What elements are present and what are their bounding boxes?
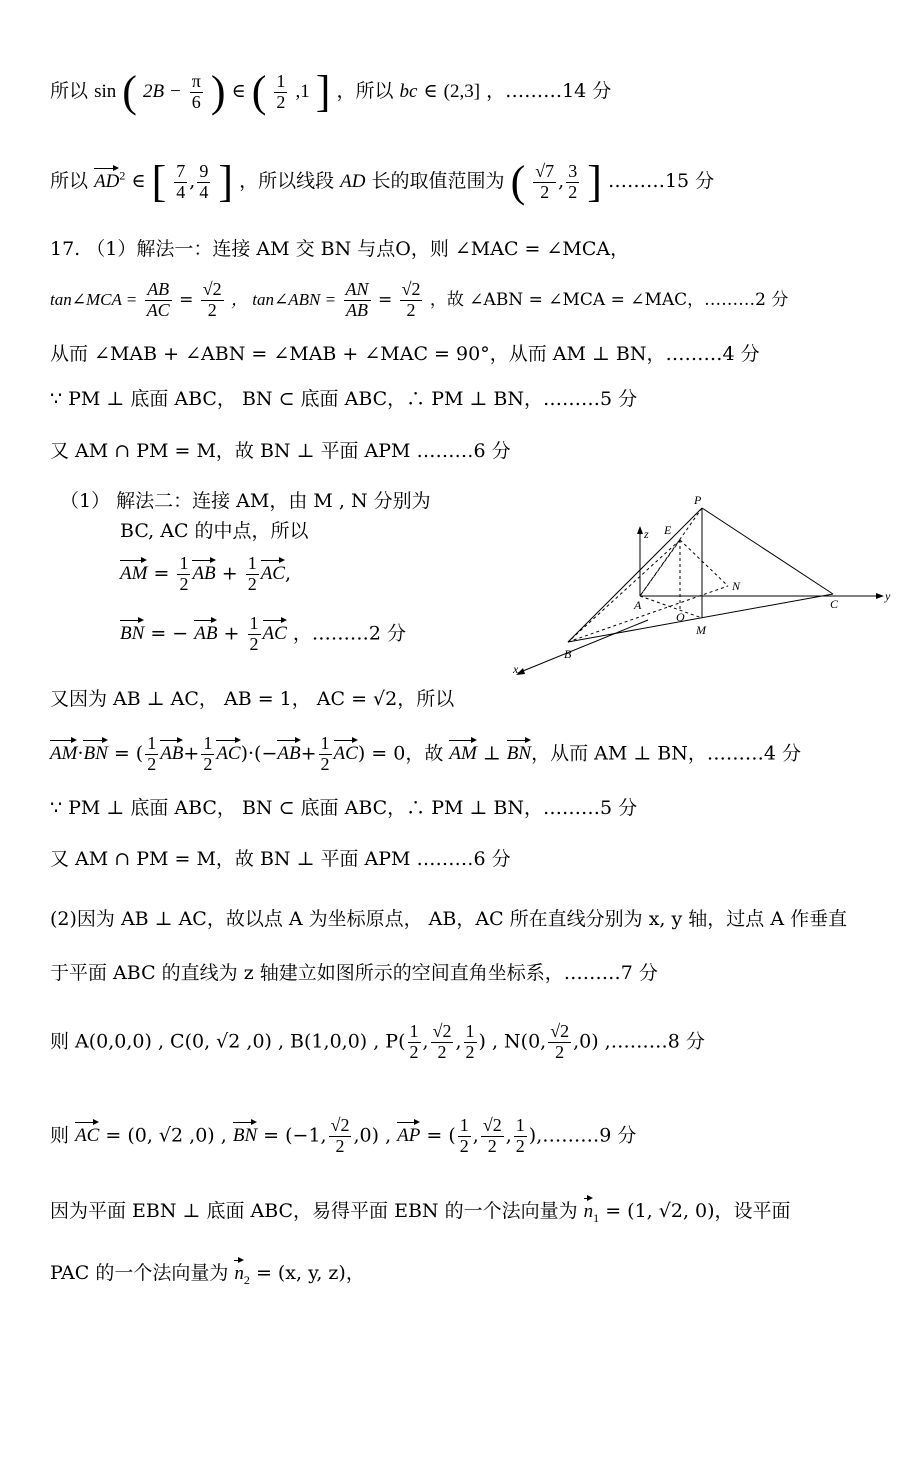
text: 所以 <box>50 80 89 102</box>
label-n: N <box>732 579 741 593</box>
line-6: ∵ PM ⊥ 底面 ABC， BN ⊂ 底面 ABC，∴ PM ⊥ BN，………5 分 <box>50 388 638 410</box>
line-5: 从而 ∠MAB + ∠ABN = ∠MAB + ∠MAC = 90°，从而 AM ⊥ BN，………4 分 <box>50 343 760 365</box>
text: ，故 ∠ABN = ∠MCA = ∠MAC，………2 分 <box>429 289 789 310</box>
text: = ( <box>113 742 144 765</box>
line-16: (2)因为 AB ⊥ AC，故以点 A 为坐标原点， AB，AC 所在直线分别为 x, y 轴，过点 A 作垂直 <box>50 908 848 930</box>
line-18: 则 A(0,0,0) , C(0, √2 ,0) , B(1,0,0) , P( $\frac{1}{2}$ , $\frac{√2}{2}$ , $\frac{1}{2}$ ) , N(0, $\frac{√2}{2}$ ,0) ,………8 分 <box>50 1021 705 1062</box>
fraction-half: $\frac{1}{2}$ <box>465 1021 475 1062</box>
text: ) , N(0, <box>478 1030 547 1053</box>
in-symbol: ∈ <box>131 170 146 192</box>
fraction-sqrt2-2: $\frac{√2}{2}$ <box>330 1115 350 1156</box>
fraction-half: $\frac{1}{2}$ <box>147 733 157 774</box>
line-9: BC, AC 的中点，所以 <box>120 520 309 542</box>
line-3: 17. （1）解法一：连接 AM 交 BN 与点O，则 ∠MAC = ∠MCA， <box>50 238 630 260</box>
z-arrow <box>637 526 643 534</box>
fraction-sqrt2-2: $\frac{√2}{2}$ <box>432 1021 452 1062</box>
line-20 <box>50 1200 791 1225</box>
label-z: z <box>644 527 649 541</box>
vector-ac: AC <box>333 743 358 765</box>
subscript: 1 <box>593 1210 600 1225</box>
line-12: 又因为 AB ⊥ AC， AB = 1， AC = √2，所以 <box>50 688 455 710</box>
bracket-right: ] <box>218 157 234 206</box>
vector-bn: BN <box>83 743 108 765</box>
range-text: (2,3] <box>443 81 481 102</box>
fraction-half: $\frac{1}{2}$ <box>459 1115 469 1156</box>
bracket-right: ] <box>587 157 602 206</box>
label-y: y <box>885 589 891 603</box>
equals: = <box>153 562 170 585</box>
fraction-sqrt2-2: $\frac{√2}{2}$ <box>550 1021 570 1062</box>
text: PAC 的一个法向量为 <box>50 1262 229 1284</box>
vector-n2: n <box>234 1263 244 1284</box>
line-17: 于平面 ABC 的直线为 z 轴建立如图所示的空间直角坐标系，………7 分 <box>50 962 658 984</box>
line-19: 则 AC = (0, √2 ,0) , BN = (−1, $\frac{√2}{2}$ ,0) , AP = ( $\frac{1}{2}$ , $\frac{√2}{2}$ , $\frac{1}{2}$ ),………9 分 <box>50 1115 637 1156</box>
label-c: C <box>830 597 839 611</box>
vector-bn: BN <box>232 1125 258 1147</box>
text: 则 A(0,0,0) , C(0, √2 ,0) , B(1,0,0) , P( <box>50 1030 406 1053</box>
fraction-half: $\frac{1}{2}$ <box>247 553 257 594</box>
vector-ac: AC <box>260 563 285 585</box>
text: = ( <box>426 1124 456 1147</box>
line-13: AM·BN = ( $\frac{1}{2}$ AB+ $\frac{1}{2}$ AC)·(−AB+ $\frac{1}{2}$ AC) = 0，故 AM ⊥ BN，从而 AM ⊥ BN，………4 分 <box>50 733 801 774</box>
fraction-ab-ac: $\frac{AB}{AC}$ <box>146 279 170 320</box>
x-axis-line <box>518 620 648 673</box>
equals: = <box>377 289 393 310</box>
vector-ap: AP <box>397 1125 421 1147</box>
line-10 <box>120 554 291 595</box>
paren-left: ( <box>510 157 526 206</box>
score-text: ………15 分 <box>607 170 715 192</box>
line-14: ∵ PM ⊥ 底面 ABC， BN ⊂ 底面 ABC，∴ PM ⊥ BN，………5 分 <box>50 797 638 819</box>
fraction-half: $\frac{1}{2}$ <box>276 70 286 112</box>
text: ) = 0，故 <box>357 742 444 765</box>
fraction-an-ab: $\frac{AN}{AB}$ <box>345 279 369 320</box>
bracket-right: ] <box>315 67 331 116</box>
line-1 <box>50 67 612 116</box>
line-8: （1） 解法二：连接 AM，由 M , N 分别为 <box>60 490 431 512</box>
fraction-half: $\frac{1}{2}$ <box>320 733 330 774</box>
vector-ad: AD <box>94 171 120 192</box>
fraction-3-2: $\frac{3}{2}$ <box>568 160 578 202</box>
vector-ac: AC <box>262 623 287 645</box>
line-21 <box>50 1262 365 1287</box>
vector-am: AM <box>449 743 477 765</box>
vector-ac: AC <box>216 743 241 765</box>
text: = (0, √2 ,0) , <box>105 1124 227 1147</box>
score-text: ，………14 分 <box>486 80 612 102</box>
fraction-half: $\frac{1}{2}$ <box>179 553 189 594</box>
vector-ab: AB <box>192 563 216 585</box>
vector-bn: BN <box>120 623 145 645</box>
vector-ab: AB <box>194 623 218 645</box>
text: ，所以 <box>336 80 394 102</box>
text: = (−1, <box>263 1124 327 1147</box>
line-15: 又 AM ∩ PM = M，故 BN ⊥ 平面 APM ………6 分 <box>50 848 511 870</box>
text: = (1, √2, 0)，设平面 <box>605 1200 791 1222</box>
fraction-sqrt2-2: $\frac{√2}{2}$ <box>202 279 222 320</box>
edge-pc <box>702 508 833 594</box>
label-m: M <box>696 623 706 637</box>
text: 所以 <box>50 170 89 192</box>
text: 则 <box>50 1124 70 1147</box>
equals: = <box>179 289 194 310</box>
fraction-7-4: $\frac{7}{4}$ <box>176 160 186 202</box>
subscript: 2 <box>243 1272 250 1287</box>
score-text: ,0) ,………8 分 <box>573 1030 705 1053</box>
paren-left: ( <box>122 67 137 116</box>
fraction-pi-6: $\frac{\pi}{6}$ <box>191 70 201 112</box>
vector-ab: AB <box>160 743 184 765</box>
vector-am: AM <box>50 743 78 765</box>
edge-pa <box>640 508 702 596</box>
vector-am: AM <box>120 563 148 585</box>
fraction-sqrt7-2: $\frac{√7}{2}$ <box>535 160 555 202</box>
in-symbol: ∈ <box>423 80 438 102</box>
dot: · <box>77 742 84 765</box>
text: = (x, y, z)， <box>255 1262 365 1284</box>
label-e: E <box>664 523 672 537</box>
fraction-sqrt2-2: $\frac{√2}{2}$ <box>401 279 421 320</box>
line-am <box>640 596 702 618</box>
fraction-half: $\frac{1}{2}$ <box>203 733 213 774</box>
label-p: P <box>694 493 702 507</box>
vector-ab: AB <box>277 743 301 765</box>
vector-n1: n <box>583 1201 594 1222</box>
fraction-9-4: $\frac{9}{4}$ <box>199 160 209 202</box>
y-arrow <box>876 593 884 599</box>
label-b: B <box>564 647 572 661</box>
line-11 <box>120 614 406 655</box>
paren-left: ( <box>251 67 267 116</box>
fraction-sqrt2-2: $\frac{√2}{2}$ <box>482 1115 502 1156</box>
text: 长的取值范围为 <box>371 170 505 192</box>
line-eb <box>568 540 680 642</box>
line-en <box>680 540 728 586</box>
expr: 2B − <box>143 81 182 102</box>
label-x: x <box>513 662 519 676</box>
plus: + <box>223 622 240 645</box>
score-text: ，………2 分 <box>292 622 406 645</box>
text: ， tan∠ABN = <box>231 289 337 309</box>
coordinate-diagram <box>508 488 898 683</box>
text: ,1 <box>295 81 310 102</box>
text: ，所以线段 <box>239 170 335 192</box>
text: )·(− <box>240 742 278 765</box>
comma: , <box>284 562 292 585</box>
vector-bn: BN <box>506 743 532 765</box>
text: ,0) , <box>353 1124 392 1147</box>
sin-text: sin <box>94 81 117 102</box>
plus: + <box>221 562 238 585</box>
score-text: ，从而 AM ⊥ BN，………4 分 <box>531 742 801 765</box>
text: tan∠MCA = <box>50 289 138 309</box>
superscript: 2 <box>119 168 126 183</box>
line-4 <box>50 280 788 321</box>
label-a: A <box>634 598 642 612</box>
line-2: 所以 $AD^2$ ∈ [ $\frac{7}{4}$ , $\frac{9}{4}$ ] ，所以线段 AD 长的取值范围为 ( $\frac{√7}{2}$ , $\frac{3}{2}$ ] ………15 分 <box>50 157 715 206</box>
ad-text: AD <box>340 171 366 192</box>
fraction-half: $\frac{1}{2}$ <box>515 1115 525 1156</box>
bracket-left: [ <box>151 157 167 206</box>
vector-ac: AC <box>75 1125 100 1147</box>
fraction-half: $\frac{1}{2}$ <box>409 1021 419 1062</box>
label-o: O <box>676 610 685 624</box>
paren-right: ) <box>210 67 226 116</box>
text: 因为平面 EBN ⊥ 底面 ABC，易得平面 EBN 的一个法向量为 <box>50 1200 578 1222</box>
in-symbol: ∈ <box>231 80 246 102</box>
bc-text: bc <box>399 81 418 102</box>
equals: = − <box>150 622 189 645</box>
fraction-half: $\frac{1}{2}$ <box>249 613 259 654</box>
score-text: ),………9 分 <box>528 1124 637 1147</box>
line-7: 又 AM ∩ PM = M，故 BN ⊥ 平面 APM ………6 分 <box>50 440 511 462</box>
perp: ⊥ <box>482 742 501 765</box>
